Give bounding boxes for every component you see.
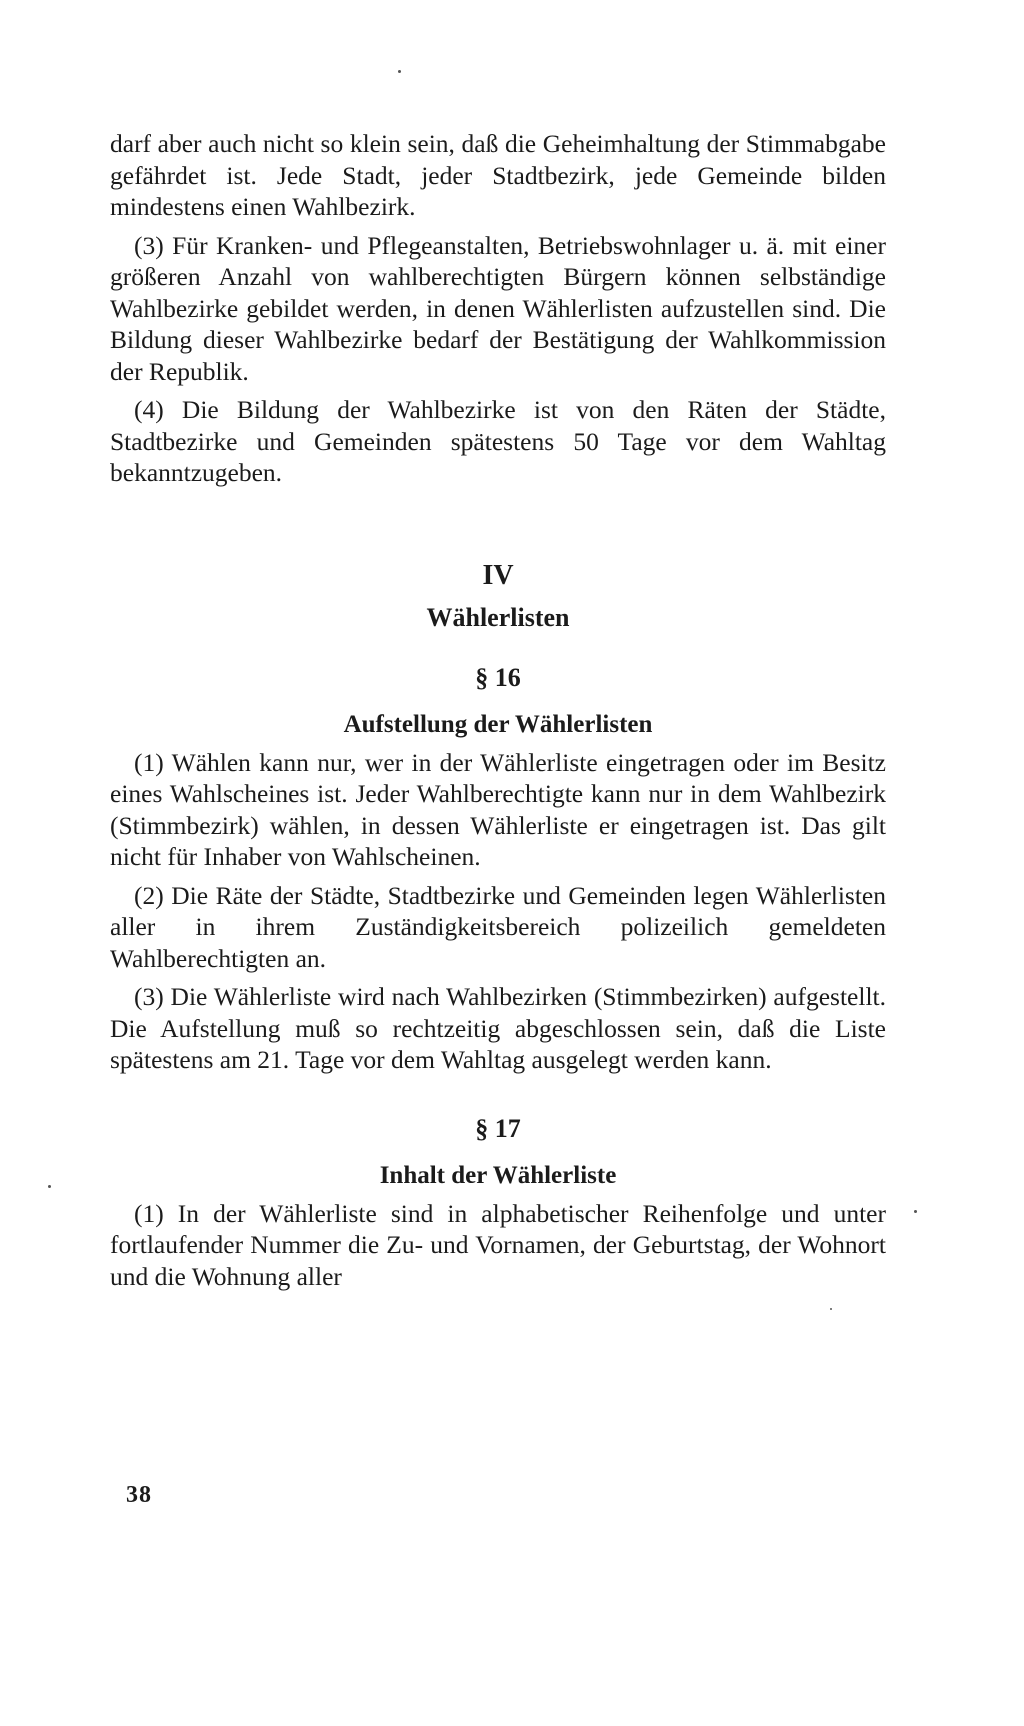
chapter-title: Wählerlisten bbox=[426, 602, 570, 632]
section-17-title: Inhalt der Wählerliste bbox=[379, 1161, 617, 1189]
print-speck bbox=[914, 1210, 917, 1213]
section-17-number: § 17 bbox=[475, 1113, 521, 1143]
paragraph-4-wahlbezirke: (4) Die Bildung der Wahlbezirke ist von den Räten der Städte, Stadtbezirke und Gemeinden spätestens 50 Tage vor dem Wahltag bekanntzugeben. bbox=[110, 395, 886, 487]
section-16-paragraph-2: (2) Die Räte der Städte, Stadtbezirke und Gemeinden legen Wählerlisten aller in ihrem Zuständigkeitsbereich polizeilich gemeldeten Wahlberechtigten an. bbox=[110, 880, 886, 973]
section-16-title: Aufstellung der Wählerlisten bbox=[343, 710, 653, 738]
section-16-number: § 16 bbox=[475, 662, 521, 692]
section-16-paragraph-1: (1) Wählen kann nur, wer in der Wählerliste eingetragen oder im Besitz eines Wahlscheines ist. Jeder Wahlberechtigte kann nur in dem Wahlbezirk (Stimmbezirk) wählen, in dessen Wählerliste er eingetragen ist. Das gilt nicht für Inhaber von Wahlscheinen. bbox=[110, 747, 886, 871]
section-16-paragraph-3: (3) Die Wählerliste wird nach Wahlbezirken (Stimmbezirken) aufgestellt. Die Aufstellung muß so rechtzeitig abgeschlossen sein, daß die Liste spätestens am 21. Tage vor dem Wahltag ausgelegt werden kann. bbox=[110, 982, 886, 1074]
paragraph-3-wahlbezirke: (3) Für Kranken- und Pflegeanstalten, Betriebswohnlager u. ä. mit einer größeren Anzahl von wahlberechtigten Bürgern können selbständige Wahlbezirke gebildet werden, in denen Wählerlisten aufzustellen sind. Die Bildung dieser Wahlbezirke bedarf der Bestätigung der Wahlkommission der Republik. bbox=[110, 230, 886, 386]
page-body bbox=[110, 128, 886, 1292]
paragraph-continuation: darf aber auch nicht so klein sein, daß die Geheimhaltung der Stimmabgabe gefährdet ist. Jede Stadt, jeder Stadtbezirk, jede Gemeinde bilden mindestens einen Wahlbezirk. bbox=[110, 129, 886, 221]
chapter-number: IV bbox=[482, 559, 514, 591]
section-17-paragraph-1: (1) In der Wählerliste sind in alphabetischer Reihenfolge und unter fortlaufender Nummer die Zu- und Vornamen, der Geburtstag, der Wohnort und die Wohnung aller bbox=[110, 1198, 886, 1291]
print-speck bbox=[48, 1185, 51, 1188]
page-number: 38 bbox=[126, 1482, 152, 1508]
print-speck bbox=[398, 70, 401, 73]
print-speck bbox=[830, 1308, 832, 1310]
